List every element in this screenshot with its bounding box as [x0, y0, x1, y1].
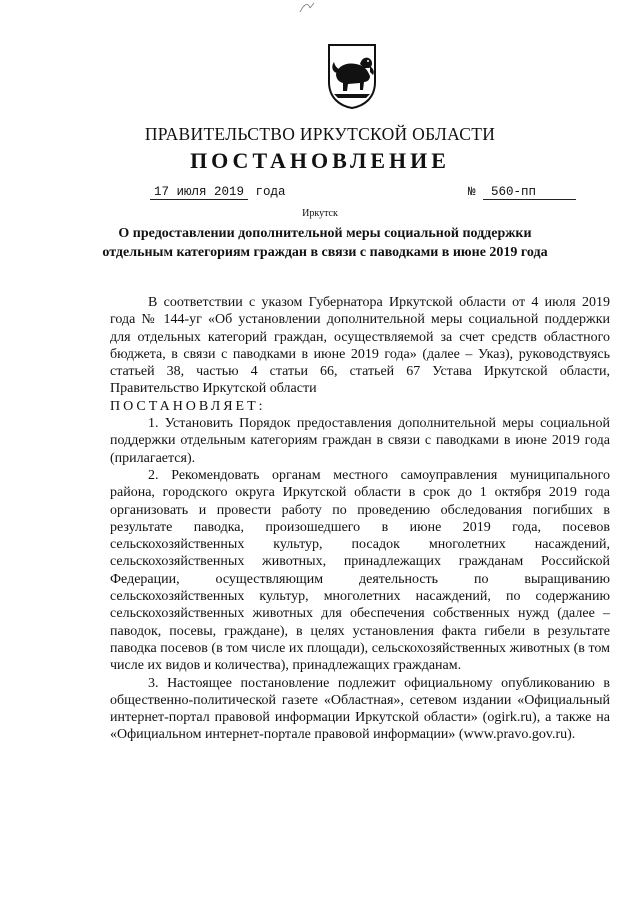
date-suffix: года [255, 185, 286, 199]
number-prefix: № [468, 185, 476, 199]
document-date [150, 185, 286, 199]
document-body [110, 294, 610, 744]
preamble-paragraph: В соответствии с указом Губернатора Иркутской области от 4 июля 2019 года № 144-уг «Об установлении дополнительной меры социальной поддержки для отдельных категорий граждан, осуществляемой за счет средств областного бюджета, в связи с паводками в июне 2019 года» (далее – Указ), руководствуясь статьей 38, частью 4 статьи 66, статьей 67 Устава Иркутской области, Правительство Иркутской области [110, 295, 610, 397]
government-name: ПРАВИТЕЛЬСТВО ИРКУТСКОЙ ОБЛАСТИ [144, 124, 496, 144]
document-subject [95, 224, 555, 262]
document-type: ПОСТАНОВЛЕНИЕ [190, 148, 450, 173]
item-2-paragraph: 2. Рекомендовать органам местного самоуправления муниципального района, городского округа Иркутской области в срок до 1 октября 2019 года организовать и провести работу по проведению обследования погибших в результате паводка, произошедшего в июне 2019 года, посевов сельскохозяйственных культур, посадок многолетних насаждений, сельскохозяйственных животных, принадлежащих гражданам Российской Федерации, осуществляющим деятельность по выращиванию сельскохозяйственных культур, многолетних насаждений, по содержанию сельскохозяйственных животных для обеспечения собственных нужд (далее – паводок, посевы, граждане), в целях установления факта гибели в результате паводка посевов (в том числе их площади), сельскохозяйственных животных (в том числе их видов и количества), принадлежащих гражданам. [110, 467, 610, 674]
subject-line-1: О предоставлении дополнительной меры социальной поддержки [118, 226, 532, 241]
pen-mark-icon [296, 0, 320, 16]
date-value: 17 июля 2019 [150, 185, 248, 200]
number-value: 560-пп [483, 185, 576, 200]
subject-line-2: отдельным категориям граждан в связи с паводками в июне 2019 года [102, 245, 548, 260]
item-1-paragraph: 1. Установить Порядок предоставления дополнительной меры социальной поддержки отдельным категориям граждан в связи с паводками в июне 2019 года (прилагается). [110, 416, 610, 466]
item-3-paragraph: 3. Настоящее постановление подлежит официальному опубликованию в общественно-политической газете «Областная», сетевом издании «Официальный интернет-портал правовой информации Иркутской области» (ogirk.ru), а также на «Официальном интернет-портале правовой информации» (www.pravo.gov.ru). [110, 675, 610, 743]
coat-of-arms-icon [326, 42, 378, 110]
city-name: Иркутск [302, 208, 338, 219]
resolves-heading: ПОСТАНОВЛЯЕТ: [110, 398, 266, 414]
document-number [468, 185, 576, 200]
